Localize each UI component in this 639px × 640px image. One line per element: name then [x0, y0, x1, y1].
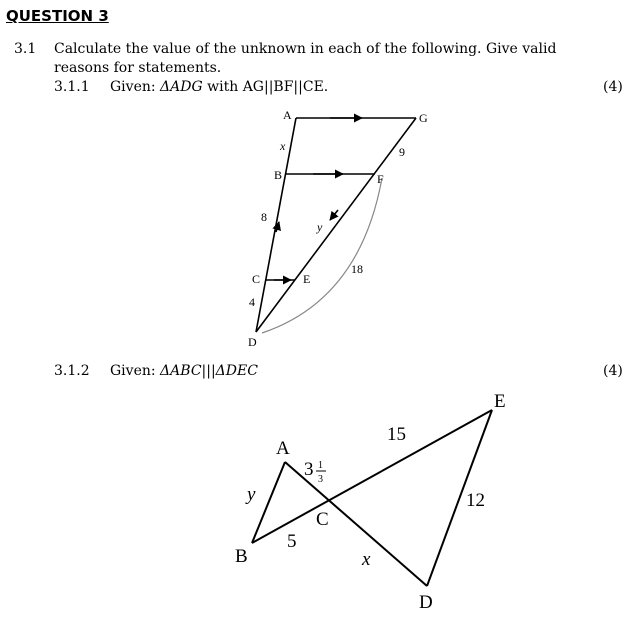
side-arrow-FE	[330, 210, 338, 220]
d2-label-A: A	[276, 438, 290, 459]
d2-label-frac-num: 1	[318, 460, 323, 471]
part1-given-prefix: Given:	[110, 79, 161, 95]
d2-label-15: 15	[387, 424, 406, 445]
part1-given-suffix: with AG||BF||CE.	[202, 79, 329, 95]
d2-label-E: E	[494, 391, 506, 412]
d1-label-18: 18	[351, 262, 363, 276]
d2-label-x: x	[362, 549, 371, 570]
part2-marks: (4)	[603, 363, 623, 379]
d2-label-D: D	[419, 592, 433, 613]
d1-label-A: A	[283, 108, 292, 122]
part2-given-prefix: Given:	[110, 363, 161, 379]
part1-marks: (4)	[603, 79, 623, 95]
diagram-2	[252, 410, 492, 586]
part2-similarity: ΔABC|||ΔDEC	[160, 363, 258, 379]
d2-label-12: 12	[466, 490, 485, 511]
d1-label-4: 4	[249, 295, 255, 309]
d1-label-9: 9	[399, 145, 405, 159]
question-title: QUESTION 3	[6, 7, 109, 25]
instruction-line-2: reasons for statements.	[54, 60, 222, 76]
part2-number: 3.1.2	[54, 363, 90, 379]
d1-label-x: x	[280, 139, 286, 153]
d1-label-G: G	[419, 111, 428, 125]
instruction-line-1: Calculate the value of the unknown in each of the following. Give valid	[54, 41, 557, 57]
d1-label-8: 8	[261, 210, 267, 224]
d2-label-5: 5	[287, 531, 297, 552]
d2-label-3: 3	[304, 459, 314, 480]
d1-label-F: F	[377, 172, 384, 186]
side-BA	[252, 462, 285, 543]
d2-label-y: y	[247, 484, 256, 505]
side-DA	[256, 118, 296, 332]
d1-label-B: B	[274, 168, 283, 182]
d1-label-y: y	[317, 220, 323, 234]
d1-label-E: E	[303, 272, 311, 286]
part1-triangle: ΔADG	[160, 79, 203, 95]
side-EB	[252, 410, 492, 543]
side-AD	[285, 462, 427, 586]
d1-label-C: C	[252, 272, 261, 286]
d2-label-B: B	[235, 546, 248, 567]
d2-label-frac-den: 3	[318, 474, 323, 485]
part1-number: 3.1.1	[54, 79, 90, 95]
question-number: 3.1	[14, 41, 37, 57]
d2-label-C: C	[316, 509, 329, 530]
d1-label-D: D	[248, 335, 257, 349]
